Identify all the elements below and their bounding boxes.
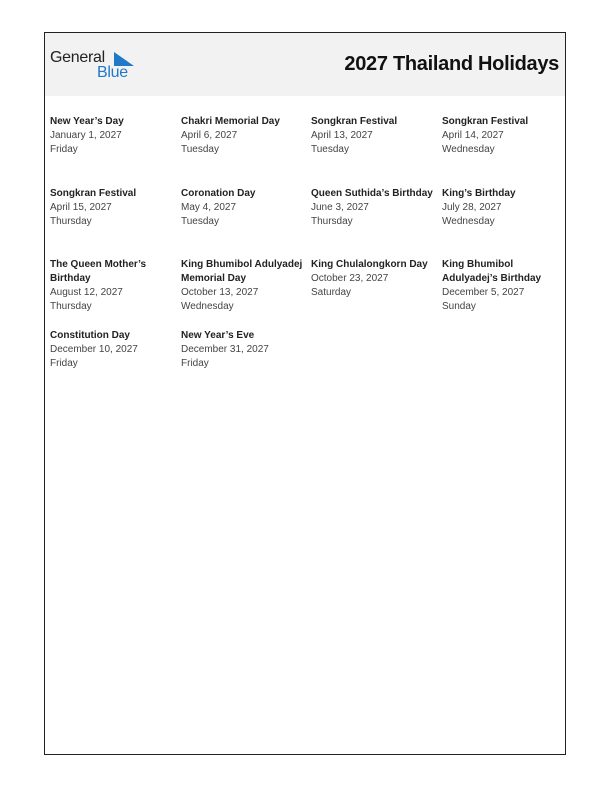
holiday-name: Coronation Day xyxy=(181,188,256,199)
holiday-name: King Chulalongkorn Day xyxy=(311,259,428,270)
holiday-weekday: Wednesday xyxy=(442,216,495,227)
holiday-name: Chakri Memorial Day xyxy=(181,116,280,127)
logo-general-text: General xyxy=(50,49,105,66)
holiday-date: June 3, 2027 xyxy=(311,202,369,213)
holiday-date: January 1, 2027 xyxy=(50,130,122,141)
holiday-weekday: Friday xyxy=(181,358,209,369)
holiday-date: April 15, 2027 xyxy=(50,202,112,213)
holiday-date: December 5, 2027 xyxy=(442,287,525,298)
holiday-weekday: Thursday xyxy=(50,301,92,312)
holiday-item xyxy=(181,115,307,157)
holiday-item xyxy=(181,329,307,371)
holiday-weekday: Tuesday xyxy=(311,144,349,155)
holiday-weekday: Wednesday xyxy=(181,301,234,312)
holiday-item xyxy=(442,258,568,314)
holiday-item xyxy=(50,329,176,371)
holiday-name: Songkran Festival xyxy=(442,116,529,127)
page-header xyxy=(45,33,565,96)
holiday-item xyxy=(50,258,176,314)
logo-blue-text: Blue xyxy=(97,64,128,81)
holiday-name: King Bhumibol Adulyadej’s Birthday xyxy=(442,259,542,284)
holiday-name: The Queen Mother’s Birthday xyxy=(50,259,147,284)
page-title: 2027 Thailand Holidays xyxy=(344,53,559,75)
holiday-name: Queen Suthida’s Birthday xyxy=(311,188,433,199)
holiday-name: Songkran Festival xyxy=(311,116,398,127)
holiday-item xyxy=(181,187,307,229)
holiday-date: December 10, 2027 xyxy=(50,344,138,355)
calendar-page xyxy=(44,32,566,755)
holiday-weekday: Wednesday xyxy=(442,144,495,155)
holiday-name: King’s Birthday xyxy=(442,188,516,199)
holiday-weekday: Sunday xyxy=(442,301,476,312)
holiday-weekday: Saturday xyxy=(311,287,352,298)
holiday-date: July 28, 2027 xyxy=(442,202,502,213)
holiday-weekday: Thursday xyxy=(311,216,353,227)
holiday-name: King Bhumibol Adulyadej Memorial Day xyxy=(181,259,303,284)
holiday-date: April 6, 2027 xyxy=(181,130,238,141)
holiday-name: Songkran Festival xyxy=(50,188,137,199)
holiday-date: October 23, 2027 xyxy=(311,273,389,284)
logo xyxy=(50,49,140,83)
holiday-item xyxy=(442,115,568,157)
holiday-date: May 4, 2027 xyxy=(181,202,237,213)
holiday-weekday: Friday xyxy=(50,358,78,369)
holiday-date: December 31, 2027 xyxy=(181,344,269,355)
holiday-weekday: Tuesday xyxy=(181,144,219,155)
holiday-item xyxy=(50,187,176,229)
holiday-item xyxy=(311,115,437,157)
holiday-item xyxy=(181,258,307,314)
holiday-name: Constitution Day xyxy=(50,330,130,341)
holiday-item xyxy=(311,258,437,300)
holiday-item xyxy=(311,187,437,229)
holiday-name: New Year’s Day xyxy=(50,116,124,127)
holiday-date: October 13, 2027 xyxy=(181,287,259,298)
holiday-name: New Year’s Eve xyxy=(181,330,255,341)
holiday-weekday: Tuesday xyxy=(181,216,219,227)
holiday-item xyxy=(442,187,568,229)
holiday-weekday: Thursday xyxy=(50,216,92,227)
holiday-weekday: Friday xyxy=(50,144,78,155)
holiday-date: April 14, 2027 xyxy=(442,130,504,141)
holiday-date: April 13, 2027 xyxy=(311,130,373,141)
holiday-item xyxy=(50,115,176,157)
holiday-date: August 12, 2027 xyxy=(50,287,123,298)
